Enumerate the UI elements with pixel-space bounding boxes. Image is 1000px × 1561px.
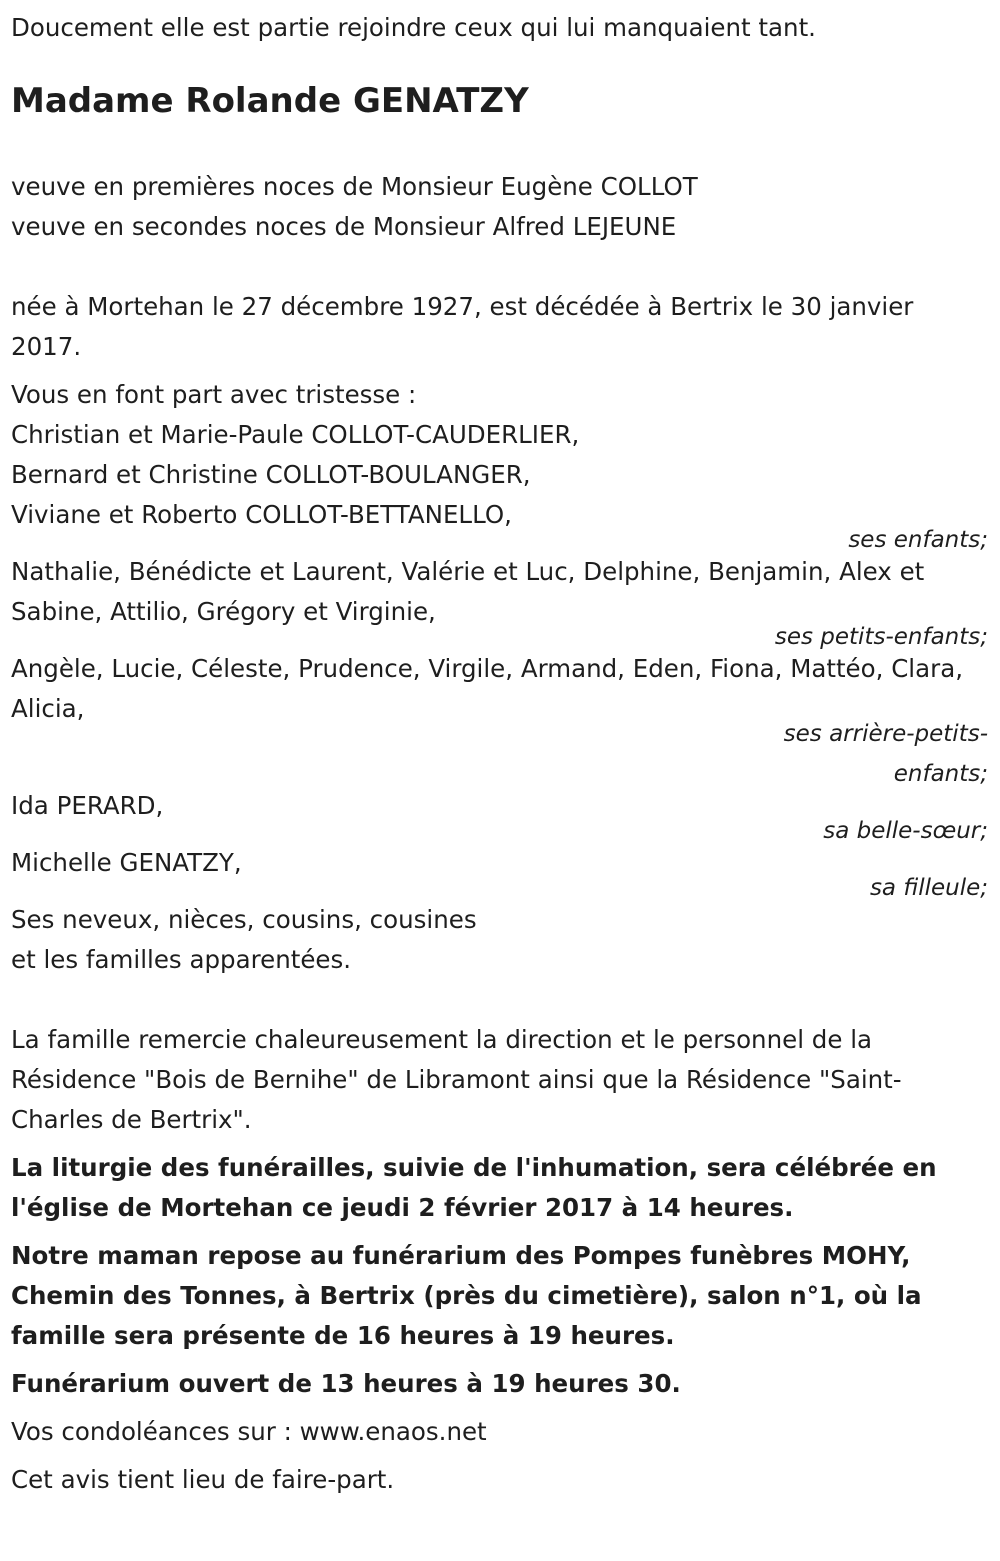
grandchildren-list: Nathalie, Bénédicte et Laurent, Valérie et Luc, Delphine, Benjamin, Alex et Sabine, Attilio, Grégory et Virginie, xyxy=(11,557,925,626)
spouse-first: veuve en premières noces de Monsieur Eugène COLLOT xyxy=(11,172,698,201)
children-role: ses enfants; xyxy=(848,527,988,553)
great-grandchildren-role: ses arrière-petits-enfants; xyxy=(783,721,988,787)
notice-text: Cet avis tient lieu de faire-part. xyxy=(11,1465,395,1494)
birth-death-text: née à Mortehan le 27 décembre 1927, est décédée à Bertrix le 30 janvier 2017. xyxy=(11,292,914,361)
thanks-text: La famille remercie chaleureusement la direction et le personnel de la Résidence "Bois de Bernihe" de Libramont ainsi que la Résidence "Saint-Charles de Bertrix". xyxy=(11,1025,902,1134)
intro-text: Doucement elle est partie rejoindre ceux qui lui manquaient tant. xyxy=(11,13,816,42)
sister-in-law-role: sa belle-sœur; xyxy=(823,818,988,844)
child-1: Christian et Marie-Paule COLLOT-CAUDERLIER, xyxy=(11,420,580,449)
great-grandchildren-list: Angèle, Lucie, Céleste, Prudence, Virgile, Armand, Eden, Fiona, Mattéo, Clara, Alicia, xyxy=(11,654,963,723)
grandchildren-role: ses petits-enfants; xyxy=(774,624,988,650)
relatives-line-2: et les familles apparentées. xyxy=(11,945,352,974)
sister-in-law-name: Ida PERARD, xyxy=(11,791,164,820)
child-2: Bernard et Christine COLLOT-BOULANGER, xyxy=(11,460,531,489)
relatives-line-1: Ses neveux, nièces, cousins, cousines xyxy=(11,905,477,934)
deceased-name: Madame Rolande GENATZY xyxy=(11,81,529,121)
spouse-second: veuve en secondes noces de Monsieur Alfred LEJEUNE xyxy=(11,212,677,241)
condolences-text: Vos condoléances sur : www.enaos.net xyxy=(11,1417,487,1446)
opening-hours-text: Funérarium ouvert de 13 heures à 19 heures 30. xyxy=(11,1369,681,1398)
goddaughter-name: Michelle GENATZY, xyxy=(11,848,242,877)
child-3: Viviane et Roberto COLLOT-BETTANELLO, xyxy=(11,500,512,529)
goddaughter-role: sa filleule; xyxy=(869,875,988,901)
announce-text: Vous en font part avec tristesse : xyxy=(11,380,417,409)
funeral-home-text: Notre maman repose au funérarium des Pompes funèbres MOHY, Chemin des Tonnes, à Bertrix (près du cimetière), salon n°1, où la famille sera présente de 16 heures à 19 heures. xyxy=(11,1241,922,1350)
liturgy-text: La liturgie des funérailles, suivie de l'inhumation, sera célébrée en l'église de Mortehan ce jeudi 2 février 2017 à 14 heures. xyxy=(11,1153,937,1222)
